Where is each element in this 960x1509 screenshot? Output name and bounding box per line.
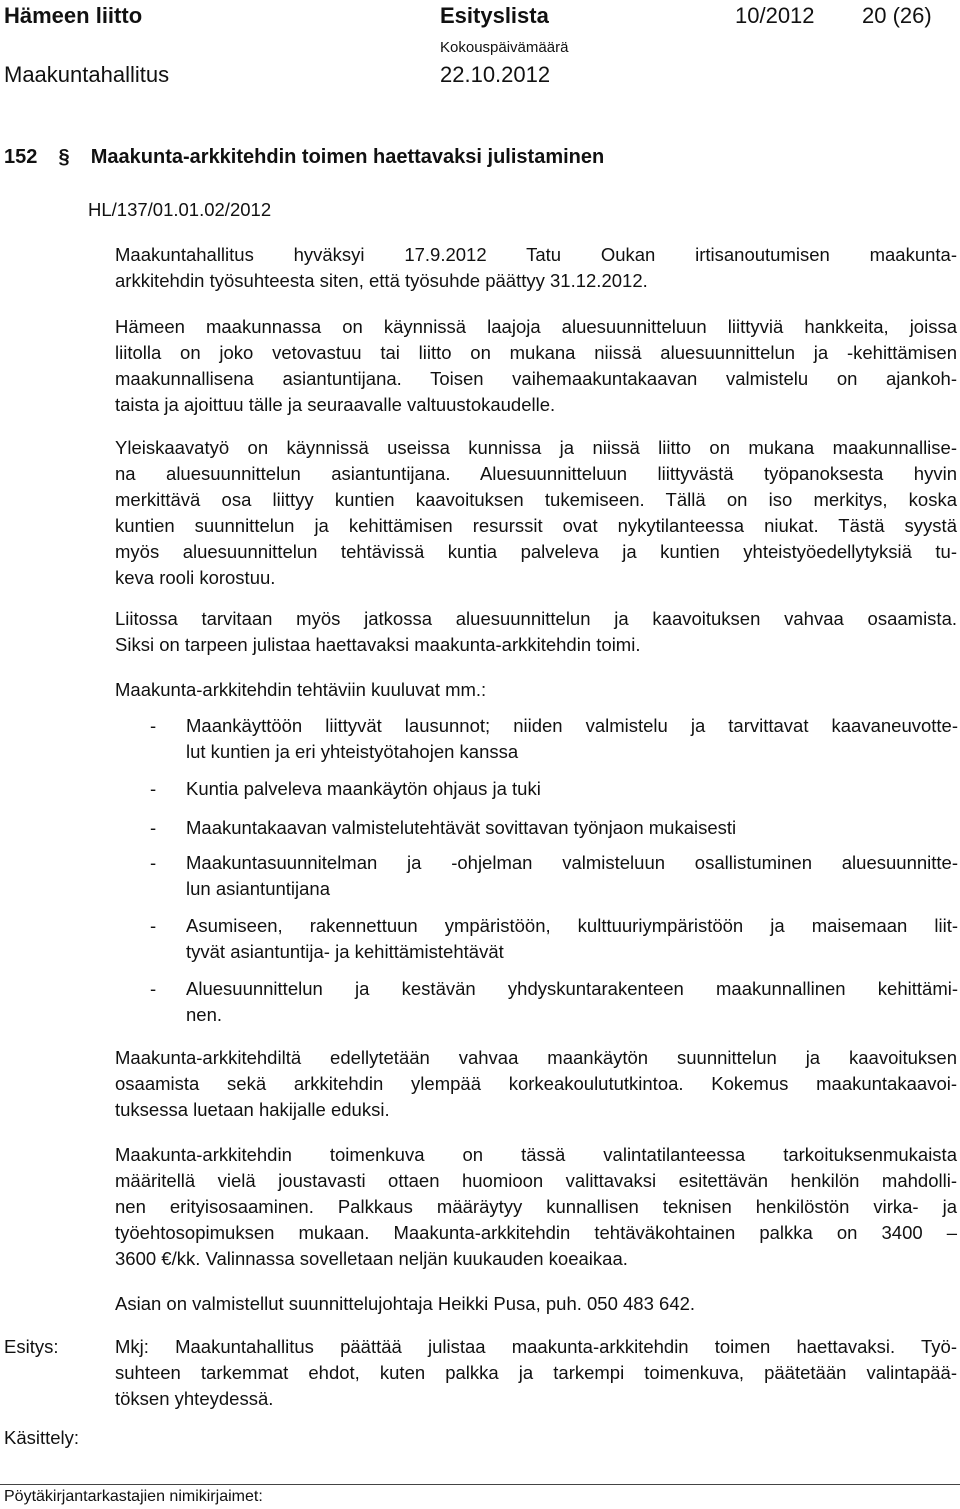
paragraph-resignation: [115, 242, 957, 294]
text-line: Mkj: Maakuntahallitus päättää julistaa maakunta-arkkitehdin toimen haettavaksi. Työ-: [115, 1336, 957, 1357]
paragraph-requirements: [115, 1045, 957, 1123]
text-line: Maankäyttöön liittyvät lausunnot; niiden valmistelu ja tarvittavat kaavaneuvotte-: [186, 715, 958, 736]
text-line: nen erityisosaaminen. Palkkaus määräytyy kunnallisen teknisen henkilöstön virka- ja: [115, 1196, 957, 1217]
text-line: Maakuntakaavan valmistelutehtävät sovittavan työnjaon mukaisesti: [186, 817, 737, 838]
list-dash: -: [150, 915, 157, 936]
text-line: Maakuntasuunnitelman ja -ohjelman valmisteluun osallistuminen aluesuunnitte-: [186, 852, 958, 873]
text-line: kuntien suunnittelun ja kehittämisen resurssit ovat nykytilanteessa niukat. Tästä syystä: [115, 515, 957, 536]
text-line: tuksessa luetaan hakijalle eduksi.: [115, 1099, 390, 1120]
handling-label: Käsittely:: [4, 1427, 80, 1448]
text-line: na aluesuunnittelun asiantuntijana. Aluesuunnitteluun liittyvästä työpanoksesta hyvin: [115, 463, 957, 484]
text-line: Yleiskaavatyö on käynnissä useissa kunnissa ja niissä liitto on mukana maakunnallise-: [115, 437, 957, 458]
paragraph-master-planning: [115, 435, 957, 591]
text-line: Maakunta-arkkitehdin tehtäviin kuuluvat mm.:: [115, 679, 487, 700]
text-line: suhteen tarkemmat ehdot, kuten palkka ja tarkempi toimenkuva, päätetään valintapää-: [115, 1362, 957, 1383]
text-line: Maakunta-arkkitehdiltä edellytetään vahvaa maankäytön suunnittelun ja kaavoituksen: [115, 1047, 957, 1068]
document-type: Esityslista: [440, 3, 549, 28]
list-dash: -: [150, 715, 157, 736]
text-line: Asumiseen, rakennettuun ympäristöön, kulttuuriympäristöön ja maisemaan liit-: [186, 915, 958, 936]
section-symbol: §: [58, 146, 70, 168]
task-list: [150, 713, 958, 1033]
list-dash: -: [150, 978, 157, 999]
list-dash: -: [150, 778, 157, 799]
text-line: Liitossa tarvitaan myös jatkossa aluesuunnittelun ja kaavoituksen vahvaa osaamista.: [115, 608, 957, 629]
paragraph-preparer: [115, 1291, 957, 1317]
text-line: arkkitehdin työsuhteesta siten, että työsuhde päättyy 31.12.2012.: [115, 270, 648, 291]
text-line: määritellä vielä joustavasti ottaen huomioon valittavaksi esitettävän henkilön mahdolli-: [115, 1170, 957, 1191]
list-dash: -: [150, 852, 157, 873]
reference-number: HL/137/01.01.02/2012: [88, 199, 272, 220]
text-line: työehtosopimuksen mukaan. Maakunta-arkkitehdin tehtäväkohtainen palkka on 3400 –: [115, 1222, 957, 1243]
text-line: myös aluesuunnittelun tehtävissä kuntia palveleva ja kuntien yhteistyöedellytyksiä tu-: [115, 541, 957, 562]
signatures-label: Pöytäkirjantarkastajien nimikirjaimet:: [4, 1488, 263, 1505]
text-line: keva rooli korostuu.: [115, 567, 276, 588]
meeting-date: 22.10.2012: [440, 62, 551, 87]
section-heading: [4, 146, 604, 169]
text-line: Kuntia palveleva maankäytön ohjaus ja tuki: [186, 778, 541, 799]
footer-divider: [0, 1484, 960, 1485]
text-line: tyvät asiantuntija- ja kehittämistehtävät: [186, 941, 504, 962]
text-line: osaamista sekä arkkitehdin ylempää korkeakoulututkintoa. Kokemus maakuntakaavoi-: [115, 1073, 957, 1094]
meeting-date-label: Kokouspäivämäärä: [440, 39, 569, 56]
text-line: 3600 €/kk. Valinnassa sovelletaan neljän kuukauden koeaikaa.: [115, 1248, 628, 1269]
text-line: Hämeen maakunnassa on käynnissä laajoja aluesuunnitteluun liittyviä hankkeita, joissa: [115, 316, 957, 337]
text-line: Aluesuunnittelun ja kestävän yhdyskuntarakenteen maakunnallinen kehittämi-: [186, 978, 958, 999]
page-number: 20 (26): [862, 3, 932, 28]
text-line: merkittävä osa liittyy kuntien kaavoituksen tukemiseen. Tällä on iso merkitys, koska: [115, 489, 957, 510]
document-number: 10/2012: [735, 3, 815, 28]
text-line: lun asiantuntijana: [186, 878, 330, 899]
text-line: nen.: [186, 1004, 223, 1025]
list-dash: -: [150, 817, 157, 838]
governing-body: Maakuntahallitus: [4, 62, 170, 87]
section-title: Maakunta-arkkitehdin toimen haettavaksi julistaminen: [90, 146, 605, 168]
text-line: töksen yhteydessä.: [115, 1388, 274, 1409]
paragraph-job-description: [115, 1142, 957, 1272]
text-line: Maakuntahallitus hyväksyi 17.9.2012 Tatu Oukan irtisanoutumisen maakunta-: [115, 244, 957, 265]
paragraph-need: [115, 606, 957, 658]
text-line: maakunnallisena asiantuntijana. Toisen vaihemaakuntakaavan valmistelu on ajankoh-: [115, 368, 957, 389]
tasks-intro: [115, 677, 957, 703]
text-line: Siksi on tarpeen julistaa haettavaksi maakunta-arkkitehdin toimi.: [115, 634, 641, 655]
organization-name: Hämeen liitto: [4, 3, 143, 28]
text-line: lut kuntien ja eri yhteistyötahojen kanssa: [186, 741, 519, 762]
proposal-label: Esitys:: [4, 1336, 59, 1357]
text-line: Asian on valmistellut suunnittelujohtaja Heikki Pusa, puh. 050 483 642.: [115, 1293, 696, 1314]
proposal-text: [115, 1334, 957, 1412]
paragraph-regional-planning: [115, 314, 957, 418]
text-line: taista ja ajoittuu tälle ja seuraavalle valtuustokaudelle.: [115, 394, 556, 415]
text-line: liitolla on joko vetovastuu tai liitto on mukana niissä aluesuunnittelun ja -kehittämisen: [115, 342, 957, 363]
section-number: 152: [4, 146, 38, 168]
text-line: Maakunta-arkkitehdin toimenkuva on tässä valintatilanteessa tarkoituksenmukaista: [115, 1144, 957, 1165]
